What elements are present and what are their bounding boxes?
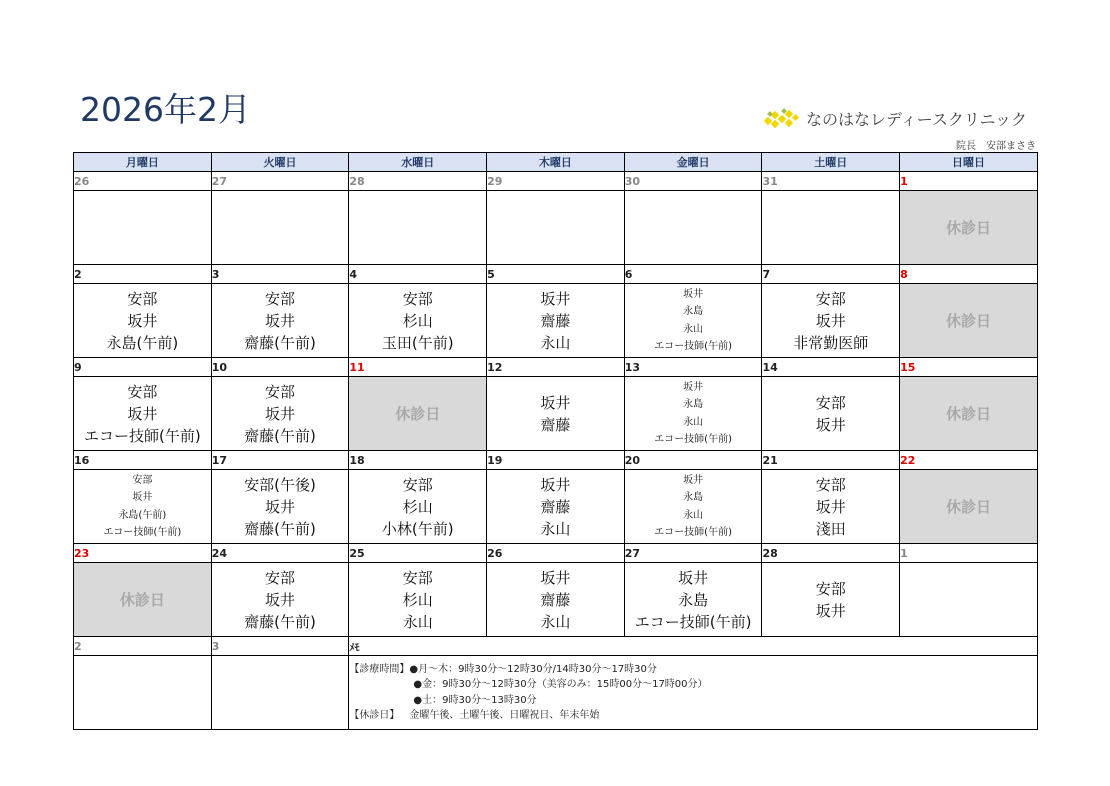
staff-name: 安部 (815, 579, 846, 598)
closed-label: 【休診日】 (349, 710, 400, 721)
day-number: 13 (624, 358, 762, 377)
staff-name: エコー技師(午前) (83, 426, 201, 445)
day-cell (74, 377, 212, 451)
staff-name: 坂井 (815, 415, 846, 434)
day-number: 1 (900, 544, 1038, 563)
staff-name: 永山 (683, 323, 704, 335)
day-cell (211, 377, 349, 451)
clinic-brand (762, 106, 1027, 130)
staff-name: 齋藤(午前) (244, 426, 316, 445)
day-cell (74, 656, 212, 730)
day-number: 1 (900, 172, 1038, 191)
staff-name: 永山 (540, 612, 571, 631)
staff-name: 安部 (402, 568, 433, 587)
staff-name: エコー技師(午前) (654, 434, 732, 445)
staff-name: エコー技師(午前) (103, 527, 182, 538)
date-number-row (74, 172, 1038, 191)
hours-text: ●月～木：9時30分～12時30分/14時30分～17時30分 (409, 663, 657, 675)
day-number: 4 (349, 265, 487, 284)
day-cell (900, 563, 1038, 637)
memo-row (74, 656, 1038, 730)
day-number: 7 (762, 265, 900, 284)
day-cell (349, 284, 487, 358)
day-cell (487, 470, 625, 544)
day-cell (487, 191, 625, 265)
day-number: 5 (487, 265, 625, 284)
day-cell (211, 284, 349, 358)
staff-name: 永島(午前) (118, 509, 167, 521)
day-cell (487, 377, 625, 451)
hours-text: ●土：9時30分～13時30分 (413, 694, 537, 706)
day-number: 27 (211, 172, 349, 191)
staff-name: 齋藤 (540, 497, 571, 516)
staff-name: 齋藤(午前) (244, 333, 316, 352)
day-number: 22 (900, 451, 1038, 470)
day-cell (349, 470, 487, 544)
day-number: 30 (624, 172, 762, 191)
hours-text: ●金：9時30分～12時30分（美容のみ：15時00分～17時00分） (413, 679, 708, 690)
day-number: 23 (74, 544, 212, 563)
staff-name: 坂井 (540, 475, 571, 494)
day-cell (624, 563, 762, 637)
staff-name: 永島 (683, 492, 704, 503)
day-number: 2 (74, 265, 212, 284)
week-row (74, 284, 1038, 358)
staff-name: 坂井 (265, 404, 296, 423)
weekday-sunday: 日曜日 (900, 153, 1038, 172)
staff-name: 永島(午前) (106, 333, 179, 352)
staff-name: エコー技師(午前) (634, 612, 752, 631)
holiday-cell: 休診日 (900, 470, 1038, 544)
weekday-header-row (74, 153, 1038, 172)
staff-name: 齋藤 (540, 311, 571, 330)
staff-name: 小林(午前) (381, 519, 454, 538)
calendar-table (73, 152, 1038, 730)
holiday-cell: 休診日 (349, 377, 487, 451)
day-number: 28 (349, 172, 487, 191)
day-number: 20 (624, 451, 762, 470)
week-row (74, 563, 1038, 637)
staff-name: 坂井 (683, 381, 704, 393)
day-cell (211, 656, 349, 730)
staff-name: 安部 (265, 568, 296, 587)
staff-name: 永山 (540, 333, 571, 352)
staff-name: 非常勤医師 (793, 333, 869, 352)
holiday-cell: 休診日 (900, 284, 1038, 358)
staff-name: 安部 (815, 393, 846, 412)
day-number: 27 (624, 544, 762, 563)
date-number-row (74, 358, 1038, 377)
week-row (74, 191, 1038, 265)
page-title: 2026年2月 (80, 90, 251, 129)
day-cell (349, 563, 487, 637)
week-row (74, 470, 1038, 544)
staff-name: 永山 (402, 612, 433, 631)
day-cell (211, 470, 349, 544)
staff-name: 坂井 (683, 288, 704, 300)
day-number: 31 (762, 172, 900, 191)
staff-name: 坂井 (265, 590, 296, 609)
day-cell (762, 191, 900, 265)
staff-name: 齋藤(午前) (244, 612, 316, 631)
clinic-name: なのはなレディースクリニック (806, 109, 1027, 129)
staff-name: 齋藤 (540, 415, 571, 434)
date-number-row (74, 544, 1038, 563)
day-number: 18 (349, 451, 487, 470)
staff-name: 杉山 (402, 590, 433, 609)
day-number: 2 (74, 637, 212, 656)
staff-name: 坂井 (815, 311, 846, 330)
hours-label: 【診療時間】 (349, 663, 410, 675)
day-number: 26 (487, 544, 625, 563)
weekday-saturday: 土曜日 (762, 153, 900, 172)
weekday-monday: 月曜日 (74, 153, 212, 172)
holiday-cell: 休診日 (900, 191, 1038, 265)
staff-name: 坂井 (127, 404, 158, 423)
calendar-body (74, 172, 1038, 730)
day-cell (349, 191, 487, 265)
staff-name: 齋藤 (540, 590, 571, 609)
staff-name: 安部 (402, 289, 433, 308)
day-cell (74, 470, 212, 544)
day-cell (624, 191, 762, 265)
day-cell (487, 563, 625, 637)
staff-name: 坂井 (815, 601, 846, 620)
staff-name: エコー技師(午前) (654, 341, 732, 352)
staff-name: 玉田(午前) (381, 333, 454, 352)
staff-name: 永島 (683, 306, 704, 317)
date-number-row (74, 451, 1038, 470)
day-number: 16 (74, 451, 212, 470)
date-number-row (74, 265, 1038, 284)
day-number: 26 (74, 172, 212, 191)
day-cell (762, 563, 900, 637)
staff-name: 永山 (540, 519, 571, 538)
staff-name: 坂井 (815, 497, 846, 516)
memo-content (349, 656, 1037, 730)
week-row (74, 377, 1038, 451)
day-number: 21 (762, 451, 900, 470)
day-cell (624, 470, 762, 544)
day-cell (762, 470, 900, 544)
staff-name: 安部 (402, 475, 433, 494)
day-cell (487, 284, 625, 358)
day-number: 14 (762, 358, 900, 377)
day-number: 25 (349, 544, 487, 563)
day-number: 10 (211, 358, 349, 377)
staff-name: 安部(午後) (244, 475, 316, 494)
staff-name: 坂井 (540, 568, 571, 587)
day-cell (762, 284, 900, 358)
director-name: 院長 安部まさき (956, 141, 1036, 152)
closed-days-line (349, 708, 1036, 724)
weekday-tuesday: 火曜日 (211, 153, 349, 172)
day-number: 24 (211, 544, 349, 563)
holiday-cell: 休診日 (74, 563, 212, 637)
day-cell (624, 377, 762, 451)
staff-name: 坂井 (678, 568, 709, 587)
staff-name: 坂井 (540, 393, 571, 412)
holiday-cell: 休診日 (900, 377, 1038, 451)
date-number-row (74, 637, 1038, 656)
day-number: 28 (762, 544, 900, 563)
staff-name: 安部 (265, 289, 296, 308)
day-number: 19 (487, 451, 625, 470)
day-number: 17 (211, 451, 349, 470)
weekday-thursday: 木曜日 (487, 153, 625, 172)
staff-name: 永島 (683, 399, 704, 410)
day-number: 3 (211, 637, 349, 656)
staff-name: 坂井 (683, 474, 704, 486)
day-number: 9 (74, 358, 212, 377)
staff-name: 安部 (815, 289, 846, 308)
staff-name: 坂井 (540, 289, 571, 308)
staff-name: 安部 (132, 474, 153, 486)
day-cell (74, 191, 212, 265)
memo-label: ﾒﾓ (349, 637, 1037, 656)
staff-name: 永島 (678, 590, 709, 609)
flower-logo-icon (762, 106, 800, 130)
weekday-wednesday: 水曜日 (349, 153, 487, 172)
day-number: 12 (487, 358, 625, 377)
staff-name: 坂井 (265, 311, 296, 330)
staff-name: 杉山 (402, 311, 433, 330)
staff-name: 淺田 (815, 519, 846, 538)
staff-name: 安部 (127, 382, 158, 401)
day-number: 11 (349, 358, 487, 377)
day-cell (74, 284, 212, 358)
staff-name: 永山 (683, 416, 704, 428)
staff-name: 坂井 (132, 492, 153, 503)
staff-name: 杉山 (402, 497, 433, 516)
day-number: 6 (624, 265, 762, 284)
staff-name: 坂井 (265, 497, 296, 516)
staff-name: 安部 (127, 289, 158, 308)
staff-name: 齋藤(午前) (244, 519, 316, 538)
day-number: 29 (487, 172, 625, 191)
hours-line-1 (349, 662, 1036, 678)
day-number: 3 (211, 265, 349, 284)
day-cell (211, 191, 349, 265)
day-cell (211, 563, 349, 637)
day-number: 8 (900, 265, 1038, 284)
closed-text: 金曜午後、土曜午後、日曜祝日、年末年始 (409, 710, 600, 721)
weekday-friday: 金曜日 (624, 153, 762, 172)
staff-name: 坂井 (127, 311, 158, 330)
day-cell (624, 284, 762, 358)
day-cell (762, 377, 900, 451)
day-number: 15 (900, 358, 1038, 377)
staff-name: 安部 (815, 475, 846, 494)
staff-name: 安部 (265, 382, 296, 401)
staff-name: 永山 (683, 509, 704, 521)
staff-name: エコー技師(午前) (654, 527, 732, 538)
